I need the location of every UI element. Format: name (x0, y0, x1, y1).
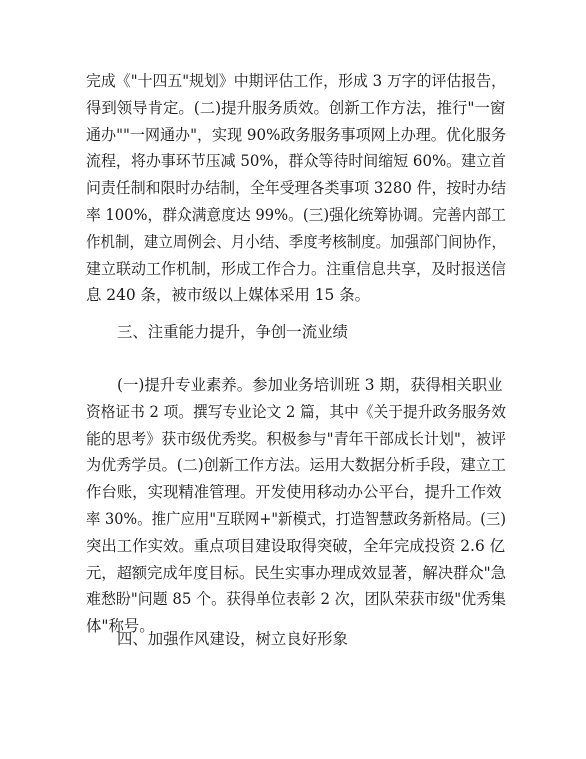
section-heading-style: 四、加强作风建设，树立良好形象 (117, 630, 348, 648)
text-line: 突出工作实效。重点项目建设取得突破，全年完成投资 2.6 亿 (86, 536, 506, 555)
text-line: (一)提升专业素养。参加业务培训班 3 期，获得相关职业 (117, 376, 503, 394)
section-heading-ability: 三、注重能力提升，争创一流业绩 (117, 323, 348, 341)
text-line: 为优秀学员。(二)创新工作方法。运用大数据分析手段，建立工 (86, 456, 506, 475)
text-line: 完成《"十四五"规划》中期评估工作，形成 3 万字的评估报告， (86, 72, 507, 90)
text-line: 息 240 条，被市级以上媒体采用 15 条。 (86, 286, 370, 305)
text-line: 流程，将办事环节压减 50%，群众等待时间缩短 60%。建立首 (86, 152, 506, 171)
text-line: 通办""一网通办"，实现 90%政务服务事项网上办理。优化服务 (86, 125, 507, 144)
paragraph-ability-improvement (86, 372, 534, 640)
text-line: 元，超额完成年度目标。民生实事办理成效显著，解决群众"急 (86, 563, 507, 582)
text-line: 能的思考》获市级优秀奖。积极参与"青年干部成长计划"，被评 (86, 429, 507, 448)
text-line: 得到领导肯定。(二)提升服务质效。创新工作方法，推行"一窗 (86, 98, 506, 117)
text-line: 率 100%，群众满意度达 99%。(三)强化统筹协调。完善内部工 (86, 205, 507, 224)
text-line: 作机制，建立周例会、月小结、季度考核制度。加强部门间协作， (86, 232, 507, 251)
text-line: 建立联动工作机制，形成工作合力。注重信息共享，及时报送信 (86, 259, 507, 278)
text-line: 难愁盼"问题 85 个。获得单位表彰 2 次，团队荣获市级"优秀集 (86, 590, 506, 609)
text-line: 体"称号。 (86, 617, 155, 636)
text-line: 率 30%。推广应用"互联网+"新模式，打造智慧政务新格局。(三) (86, 509, 506, 528)
paragraph-service-efficiency (86, 68, 532, 309)
text-line: 问责任制和限时办结制，全年受理各类事项 3280 件，按时办结 (86, 179, 507, 198)
text-line: 作台账，实现精准管理。开发使用移动办公平台，提升工作效 (86, 483, 502, 502)
text-line: 资格证书 2 项。撰写专业论文 2 篇，其中《关于提升政务服务效 (86, 402, 506, 421)
